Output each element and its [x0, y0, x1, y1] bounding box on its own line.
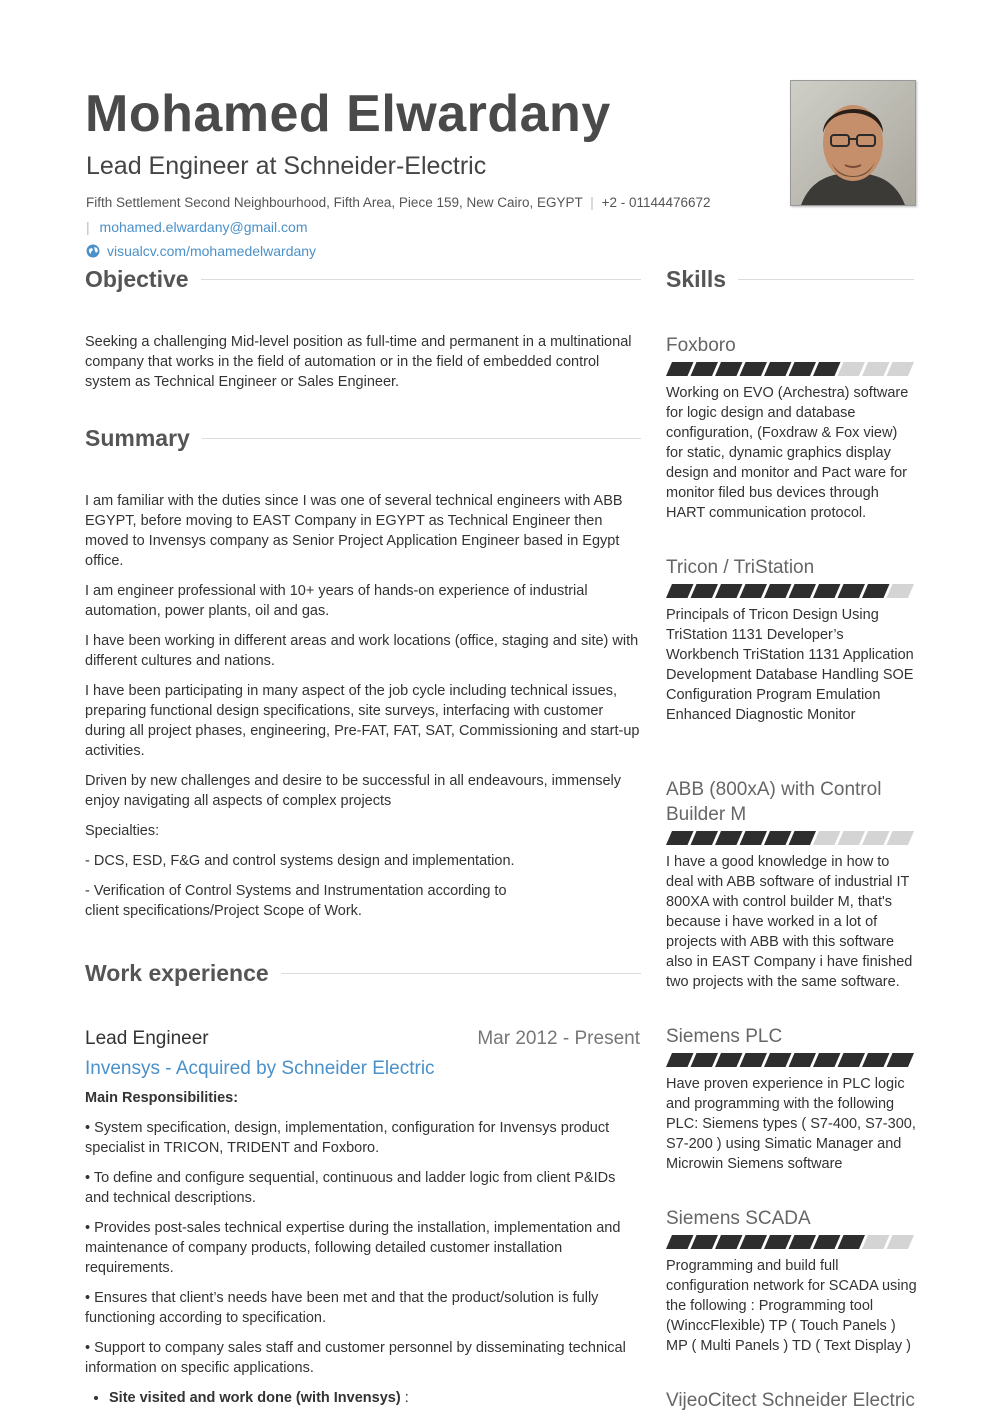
website-link[interactable]: visualcv.com/mohamedelwardany	[107, 243, 317, 259]
skill-segment-filled	[764, 1235, 792, 1249]
responsibility-item: • Ensures that client’s needs have been met and that the product/solution is fully functioning according to specification.	[85, 1290, 599, 1326]
skills-heading	[666, 266, 914, 293]
summary-body	[85, 491, 641, 931]
contact-line	[86, 195, 711, 210]
skill-name: ABB (800xA) with Control Builder M	[666, 779, 882, 825]
skill-segment-filled	[764, 831, 792, 845]
separator: |	[86, 219, 90, 235]
skill-segment-filled	[666, 831, 694, 845]
summary-paragraph: - DCS, ESD, F&G and control systems design and implementation.	[85, 853, 515, 869]
sites-item	[109, 1388, 641, 1408]
skill-level-bar	[666, 1053, 914, 1067]
skill-segment-filled	[813, 1053, 841, 1067]
skill-segment-filled	[838, 1053, 866, 1067]
skill-segment-filled	[789, 1053, 817, 1067]
skill-segment-filled	[764, 584, 792, 598]
skill-segment-filled	[838, 584, 866, 598]
skill-segment-filled	[740, 1053, 768, 1067]
skill-name: Siemens PLC	[666, 1026, 783, 1047]
skill-segment-filled	[715, 1053, 743, 1067]
divider	[202, 438, 641, 439]
work-experience-heading-text: Work experience	[85, 960, 269, 986]
skill-segment-filled	[862, 1053, 890, 1067]
skill-segment-filled	[789, 362, 817, 376]
skill-level-bar	[666, 362, 914, 376]
skill-segment-empty	[887, 362, 915, 376]
skill-segment-filled	[666, 1235, 694, 1249]
skill-segment-filled	[838, 1235, 866, 1249]
skill-segment-filled	[666, 1053, 694, 1067]
job-dates: Mar 2012 - Present	[477, 1028, 640, 1049]
skills-heading-text: Skills	[666, 266, 727, 292]
skill-segment-filled	[666, 362, 694, 376]
skill-segment-filled	[764, 1053, 792, 1067]
skill-segment-filled	[715, 362, 743, 376]
separator: |	[590, 195, 594, 210]
candidate-name: Mohamed Elwardany	[85, 85, 611, 143]
skill-segment-empty	[887, 831, 915, 845]
skill-segment-empty	[862, 1235, 890, 1249]
globe-icon	[86, 244, 100, 258]
skill-level-bar	[666, 1235, 914, 1249]
skill-segment-filled	[887, 1053, 915, 1067]
job-title: Lead Engineer	[85, 1028, 209, 1049]
skill-segment-filled	[862, 584, 890, 598]
email-line	[86, 219, 308, 235]
divider	[281, 973, 641, 974]
skill-segment-filled	[715, 1235, 743, 1249]
skill-segment-filled	[666, 584, 694, 598]
sites-label: Site visited and work done (with Invensys)	[109, 1390, 401, 1406]
summary-paragraph: - Verification of Control Systems and Instrumentation according to client specifications/Project Scope of Work.	[85, 883, 507, 919]
responsibility-item: • Provides post-sales technical expertise during the installation, implementation and maintenance of company products, following detailed customer installation requirements.	[85, 1220, 621, 1276]
skill-segment-empty	[862, 831, 890, 845]
skill-segment-filled	[691, 362, 719, 376]
skill-segment-filled	[691, 584, 719, 598]
summary-paragraph: I have been working in different areas and work locations (office, staging and site) with different cultures and nations.	[85, 633, 639, 669]
skill-segment-filled	[789, 584, 817, 598]
summary-paragraph: Specialties:	[85, 823, 160, 839]
skill-segment-empty	[813, 831, 841, 845]
email-link[interactable]: mohamed.elwardany@gmail.com	[99, 219, 308, 235]
sites-list	[85, 1388, 641, 1408]
skill-name: Foxboro	[666, 335, 736, 356]
skill-segment-filled	[715, 831, 743, 845]
job-company[interactable]: Invensys - Acquired by Schneider Electric	[85, 1058, 435, 1079]
skill-name: Tricon / TriStation	[666, 557, 815, 578]
skill-name: Siemens SCADA	[666, 1208, 811, 1229]
skill-segment-empty	[887, 584, 915, 598]
skill-segment-empty	[838, 831, 866, 845]
skill-segment-filled	[691, 831, 719, 845]
skill-description: Have proven experience in PLC logic and programming with the following PLC: Siemens types ( S7-400, S7-300, S7-200 ) using Simatic Manager and Microwin Siemens software	[666, 1076, 916, 1172]
skill-segment-filled	[740, 584, 768, 598]
responsibilities-label: Main Responsibilities:	[85, 1090, 239, 1106]
skill-segment-filled	[789, 1235, 817, 1249]
objective-heading-text: Objective	[85, 266, 189, 292]
summary-paragraph: I am engineer professional with 10+ years of hands-on experience of industrial automation, power plants, oil and gas.	[85, 583, 588, 619]
responsibility-item: • To define and configure sequential, continuous and ladder logic from client P&IDs and technical descriptions.	[85, 1170, 616, 1206]
responsibility-item: • Support to company sales staff and customer personnel by disseminating technical information on specific applications.	[85, 1340, 626, 1376]
skill-segment-empty	[887, 1235, 915, 1249]
skill-segment-empty	[838, 362, 866, 376]
skill-segment-empty	[862, 362, 890, 376]
skill-description: Principals of Tricon Design Using TriStation 1131 Developer’s Workbench TriStation 1131 Application Development Database Handling SOE Configuration Program Emulation Enhanced Diagnostic Monitor	[666, 607, 914, 723]
objective-heading	[85, 266, 641, 293]
job-description	[85, 1088, 641, 1408]
summary-paragraph: Driven by new challenges and desire to be successful in all endeavours, immensely enjoy navigating all aspects of complex projects	[85, 773, 621, 809]
address: Fifth Settlement Second Neighbourhood, Fifth Area, Piece 159, New Cairo, EGYPT	[86, 195, 583, 210]
skill-segment-filled	[813, 1235, 841, 1249]
work-experience-heading	[85, 960, 641, 987]
profile-photo	[790, 80, 916, 206]
headline: Lead Engineer at Schneider-Electric	[86, 152, 487, 180]
skill-name: VijeoCitect Schneider Electric	[666, 1390, 915, 1411]
skill-level-bar	[666, 584, 914, 598]
summary-heading	[85, 425, 641, 452]
divider	[201, 279, 641, 280]
skill-segment-filled	[764, 362, 792, 376]
summary-paragraph: I have been participating in many aspect of the job cycle including technical issues, preparing functional design specifications, site surveys, interfacing with customer during all project phases, engineering, Pre-FAT, FAT, SAT, Commissioning and start-up activities.	[85, 683, 640, 759]
skill-description: Working on EVO (Archestra) software for logic design and database configuration, (Foxdraw & Fox view) for static, dynamic graphics display design and monitor and Pact ware for monitor filed bus devices through HART communication protocol.	[666, 385, 909, 521]
divider	[738, 279, 914, 280]
skill-level-bar	[666, 831, 914, 845]
skill-segment-filled	[789, 831, 817, 845]
skill-segment-filled	[740, 831, 768, 845]
responsibility-item: • System specification, design, implementation, configuration for Invensys product specialist in TRICON, TRIDENT and Foxboro.	[85, 1120, 610, 1156]
skill-segment-filled	[740, 1235, 768, 1249]
summary-heading-text: Summary	[85, 425, 190, 451]
website-line	[86, 243, 316, 259]
skill-description: I have a good knowledge in how to deal with ABB software of industrial IT 800XA with control builder M, that's because i have worked in a lot of projects with ABB with this software also in EAST Company i have finished two projects with the same software.	[666, 854, 913, 990]
summary-paragraph: I am familiar with the duties since I was one of several technical engineers with ABB EGYPT, before moving to EAST Company in EGYPT as Technical Engineer then moved to Invensys company as Senior Project Application Engineer based in Egypt office.	[85, 493, 623, 569]
phone: +2 - 01144476672	[601, 195, 711, 210]
skill-segment-filled	[740, 362, 768, 376]
skill-segment-filled	[715, 584, 743, 598]
skill-description: Programming and build full configuration network for SCADA using the following : Programming tool (WinccFlexible) TP ( Touch Panels ) MP ( Multi Panels ) TD ( Text Display )	[666, 1258, 917, 1354]
objective-text: Seeking a challenging Mid-level position as full-time and permanent in a multinational company that works in the field of automation or in the field of embedded control system as Technical Engineer or Sales Engineer.	[85, 334, 632, 390]
sites-colon: :	[400, 1390, 409, 1406]
skill-segment-filled	[691, 1053, 719, 1067]
skill-segment-filled	[813, 584, 841, 598]
skill-segment-filled	[813, 362, 841, 376]
skill-segment-filled	[691, 1235, 719, 1249]
